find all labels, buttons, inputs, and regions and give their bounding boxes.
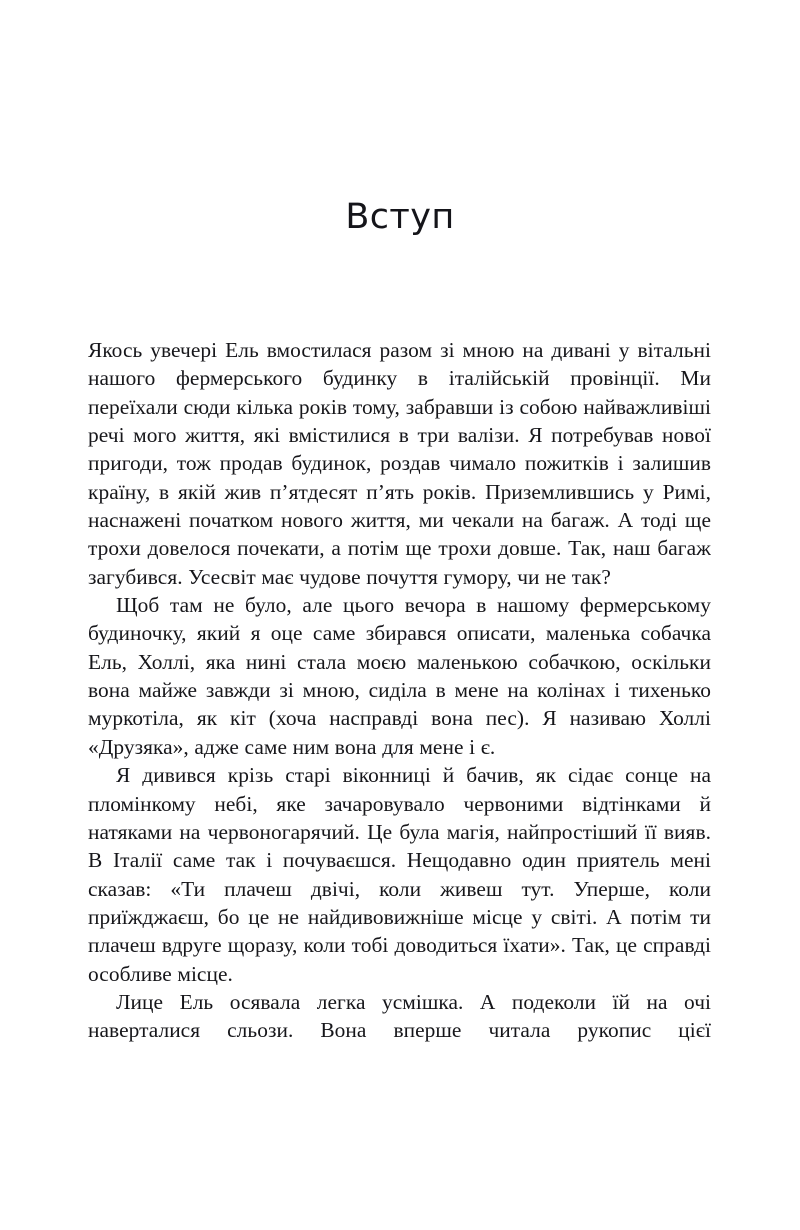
- page-title: Вступ: [345, 197, 455, 237]
- body-paragraph: Щоб там не було, але цього вечора в нашому фермерському будиночку, який я оце саме збирався описати, маленька собачка Ель, Холлі, яка нині стала моєю маленькою собачкою, оскільки вона майже завжди зі мною, сиділа в мене на колінах і тихенько муркотіла, як кіт (хоча насправді вона пес). Я називаю Холлі «Друзяка», адже саме ним вона для мене і є.: [88, 593, 711, 759]
- body-paragraph: Я дивився крізь старі віконниці й бачив, як сідає сонце на пломінкому небі, яке зачаровувало червоними відтінками й натяками на червоногарячий. Це була магія, найпростіший її вияв. В Італії саме так і почуваєшся. Нещодавно один приятель мені сказав: «Ти плачеш двічі, коли живеш тут. Уперше, коли приїжджаєш, бо це не найдивовижніше місце у світі. А потім ти плачеш вдруге щоразу, коли тобі доводиться їхати». Так, це справді особливе місце.: [88, 763, 711, 986]
- body-text-block: [88, 336, 711, 1073]
- body-paragraph: Якось увечері Ель вмостилася разом зі мною на дивані у вітальні нашого фермерського будинку в італійській провінції. Ми переїхали сюди кілька років тому, забравши із собою найважливіші речі мого життя, які вмістилися в три валізи. Я потребував нової пригоди, тож продав будинок, роздав чимало пожитків і залишив країну, в якій жив п’ятдесят п’ять років. Приземлившись у Римі, наснажені початком нового життя, ми чекали на багаж. А тоді ще трохи довелося почекати, а потім ще трохи довше. Так, наш багаж загубився. Усесвіт має чудове почуття гумору, чи не так?: [88, 338, 711, 589]
- body-paragraph: Лице Ель осявала легка усмішка. А подеколи їй на очі наверталися сльози. Вона вперше читала рукопис цієї: [88, 989, 711, 1043]
